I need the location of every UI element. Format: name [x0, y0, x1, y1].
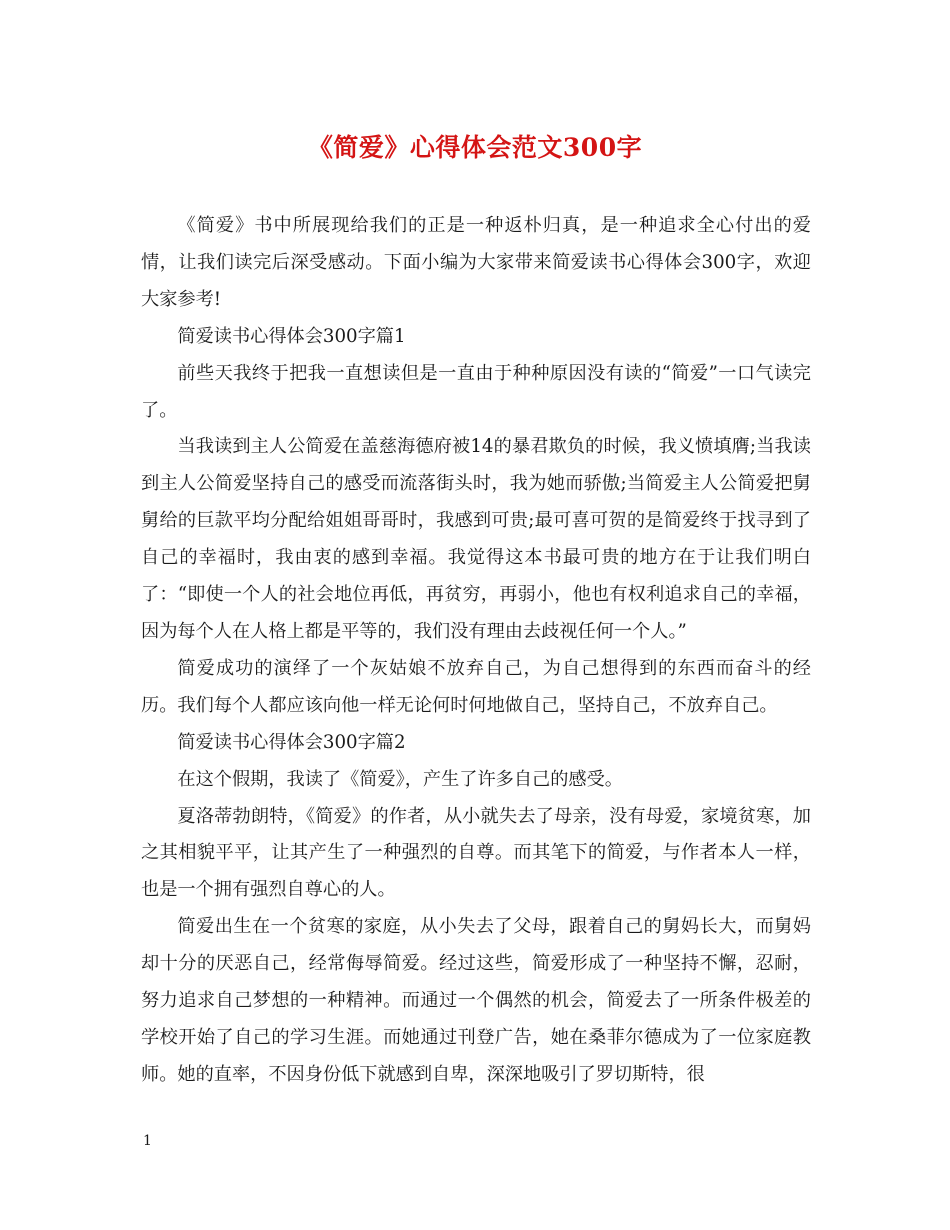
document-body — [141, 208, 811, 1094]
paragraph-intro: 《简爱》书中所展现给我们的正是一种返朴归真，是一种追求全心付出的爱情，让我们读完后深受感动。下面小编为大家带来简爱读书心得体会300字，欢迎大家参考! — [141, 215, 811, 310]
document-title: 《简爱》心得体会范文300字 — [307, 133, 643, 162]
paragraph: 在这个假期，我读了《简爱》，产生了许多自己的感受。 — [177, 768, 623, 790]
section-heading-2: 简爱读书心得体会300字篇2 — [177, 731, 406, 753]
paragraph: 夏洛蒂勃朗特，《简爱》的作者，从小就失去了母亲，没有母爱，家境贫寒，加之其相貌平平，让其产生了一种强烈的自尊。而其笔下的简爱，与作者本人一样，也是一个拥有强烈自尊心的人。 — [141, 805, 811, 901]
paragraph: 前些天我终于把我一直想读但是一直由于种种原因没有读的“简爱”一口气读完了。 — [141, 362, 811, 421]
section-heading-1: 简爱读书心得体会300字篇1 — [177, 325, 406, 347]
page-number: 1 — [143, 1133, 152, 1149]
paragraph: 当我读到主人公简爱在盖慈海德府被14的暴君欺负的时候，我义愤填膺;当我读到主人公简爱坚持自己的感受而流落街头时，我为她而骄傲;当简爱主人公简爱把舅舅给的巨款平均分配给姐姐哥哥时，我感到可贵;最可喜可贺的是简爱终于找寻到了自己的幸福时，我由衷的感到幸福。我觉得这本书最可贵的地方在于让我们明白了：“即使一个人的社会地位再低，再贫穷，再弱小，他也有权利追求自己的幸福，因为每个人在人格上都是平等的，我们没有理由去歧视任何一个人。” — [141, 436, 811, 642]
paragraph: 简爱成功的演绎了一个灰姑娘不放弃自己，为自己想得到的东西而奋斗的经历。我们每个人都应该向他一样无论何时何地做自己，坚持自己，不放弃自己。 — [141, 657, 811, 716]
paragraph: 简爱出生在一个贫寒的家庭，从小失去了父母，跟着自己的舅妈长大，而舅妈却十分的厌恶自己，经常侮辱简爱。经过这些，简爱形成了一种坚持不懈，忍耐，努力追求自己梦想的一种精神。而通过一个偶然的机会，简爱去了一所条件极差的学校开始了自己的学习生涯。而她通过刊登广告，她在桑菲尔德成为了一位家庭教师。她的直率，不因身份低下就感到自卑，深深地吸引了罗切斯特，很 — [141, 916, 811, 1085]
